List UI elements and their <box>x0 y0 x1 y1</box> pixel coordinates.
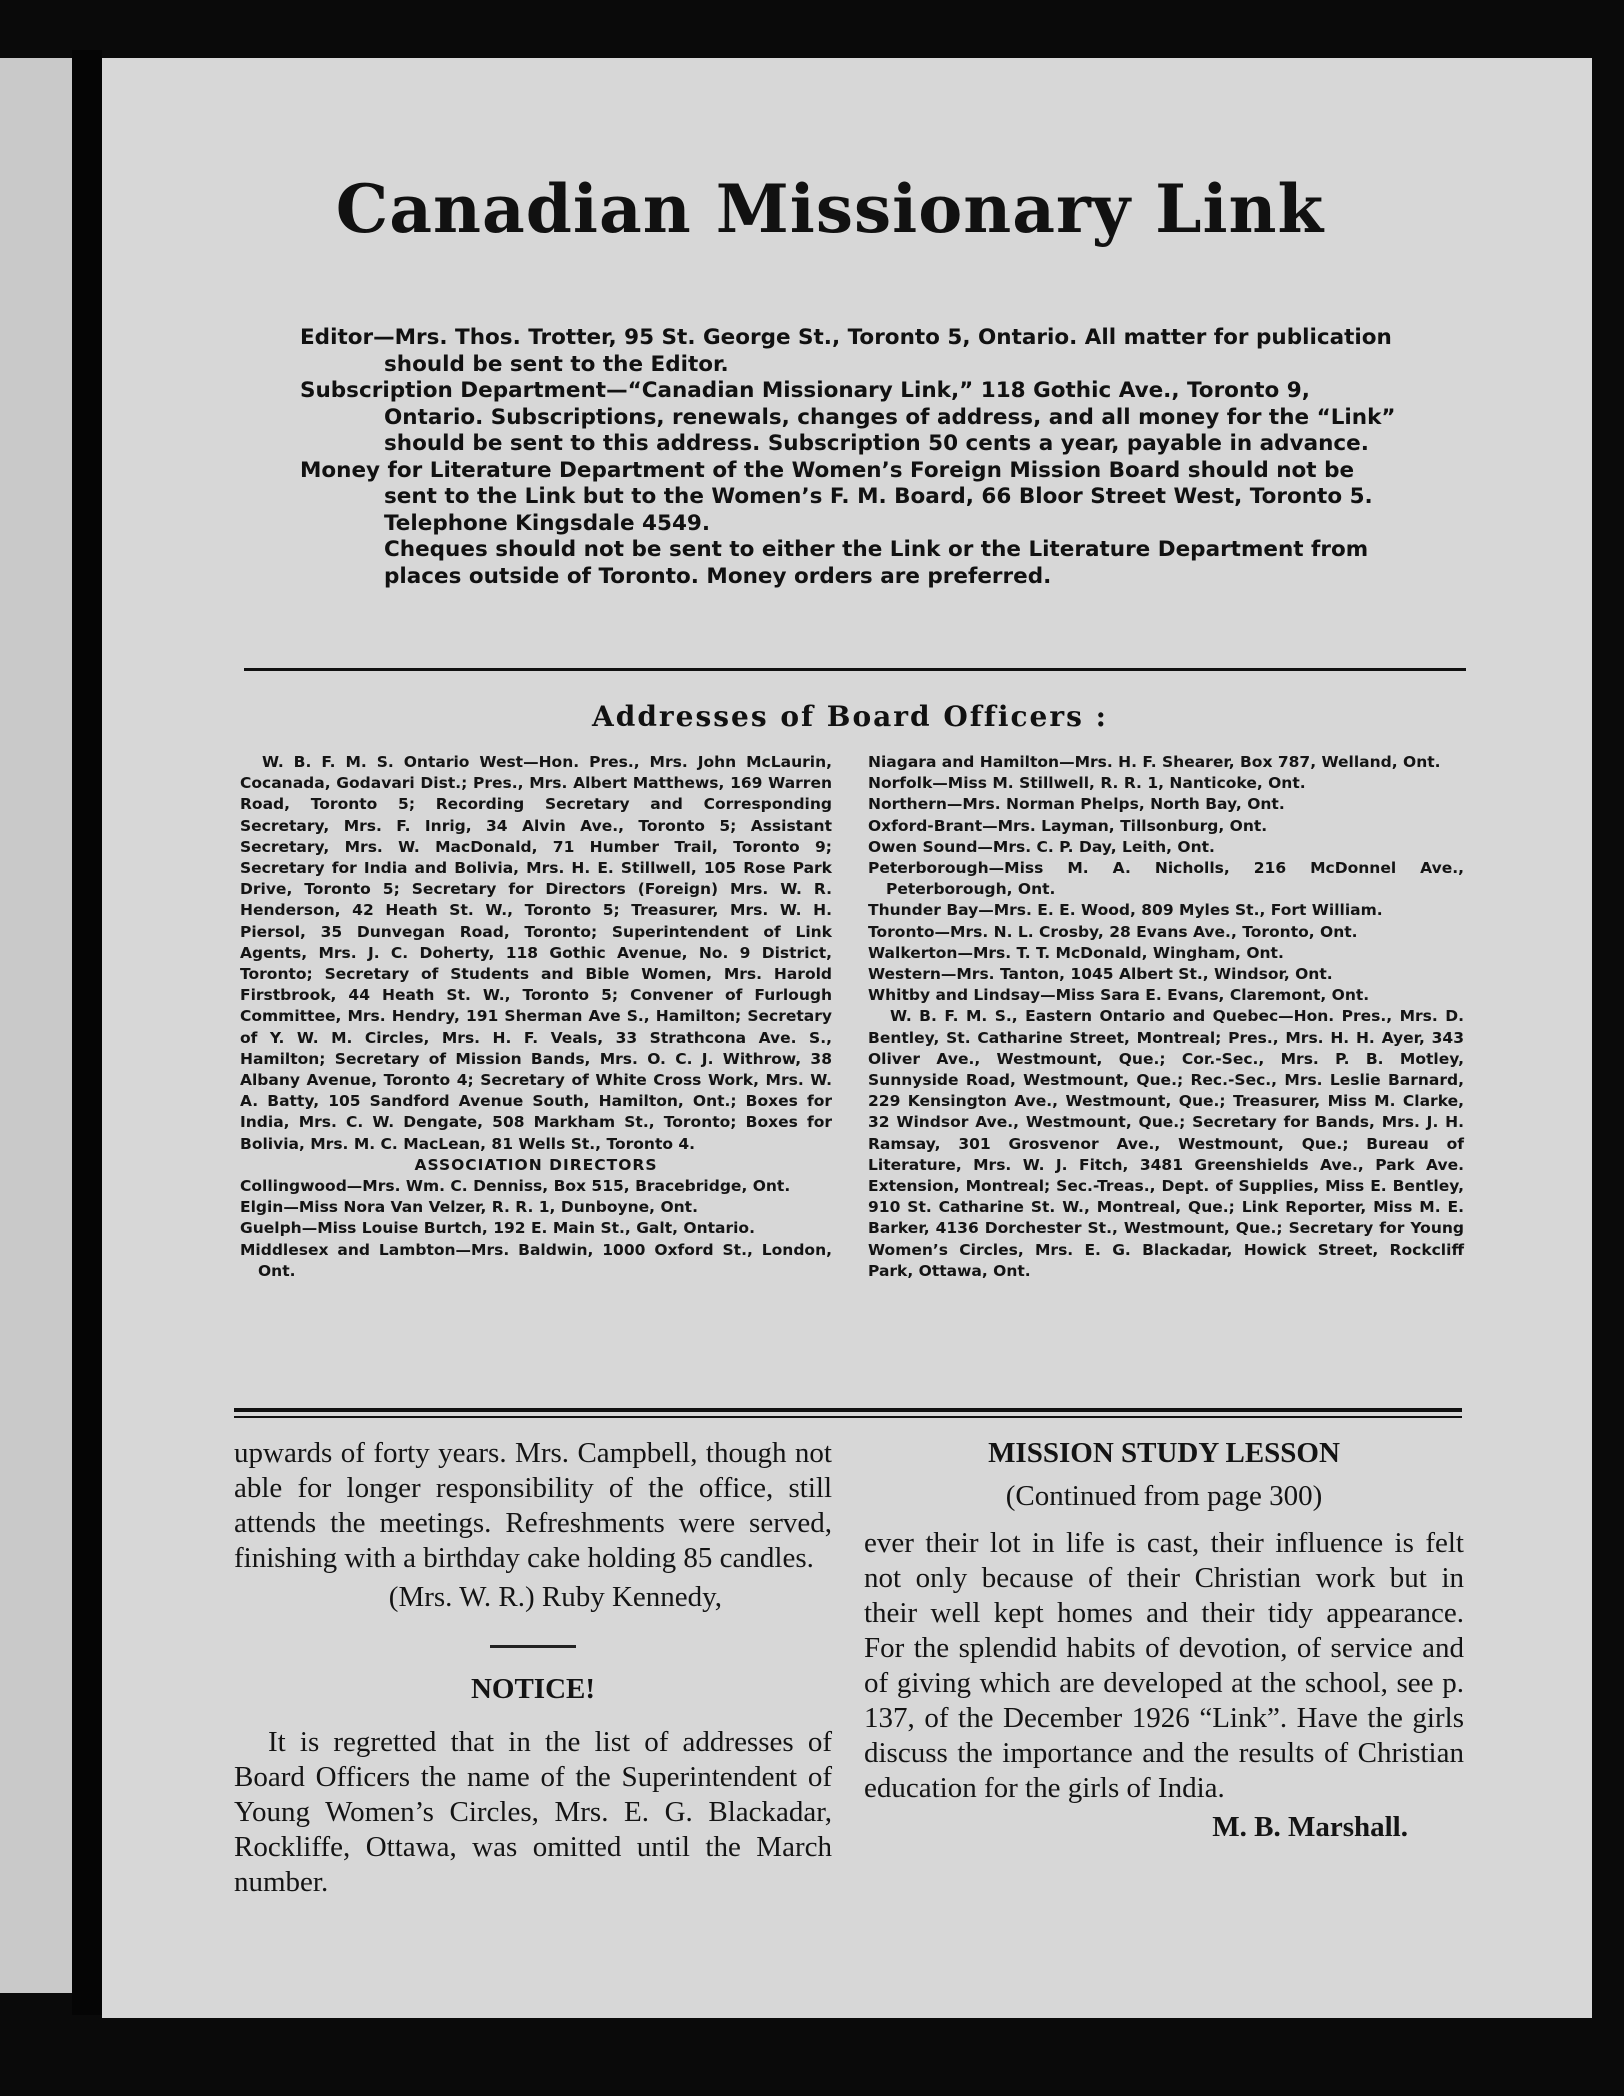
book-gutter <box>72 50 102 2015</box>
cheques-paragraph: Cheques should not be sent to either the Link or the Literature Department from places outside of Toronto. Money orders are preferred. <box>384 537 1369 589</box>
bottom-left-column <box>234 1436 832 1900</box>
section-divider <box>244 668 1466 671</box>
association-entry: Collingwood—Mrs. Wm. C. Denniss, Box 515, Bracebridge, Ont. <box>240 1177 791 1196</box>
notice-title: NOTICE! <box>470 1673 596 1705</box>
association-entry: Oxford-Brant—Mrs. Layman, Tillsonburg, Ont. <box>868 816 1268 835</box>
association-entry: Northern—Mrs. Norman Phelps, North Bay, Ont. <box>868 795 1285 814</box>
association-entry: Peterborough—Miss M. A. Nicholls, 216 McDonnel Ave., Peterborough, Ont. <box>868 859 1464 899</box>
association-entry: Whitby and Lindsay—Miss Sara E. Evans, Claremont, Ont. <box>868 986 1370 1005</box>
eastern-ontario-entry: W. B. F. M. S., Eastern Ontario and Quebec—Hon. Pres., Mrs. D. Bentley, St. Catharine Street, Montreal; Pres., Mrs. H. H. Ayer, 343 Oliver Ave., Westmount, Que.; Cor.-Sec., Mrs. P. B. Motley, Sunnyside Road, Westmount, Que.; Rec.-Sec., Mrs. Leslie Barnard, 229 Kensington Ave., Westmount, Que.; Treasurer, Miss M. Clarke, 32 Windsor Ave., Westmount, Que.; Secretary for Bands, Mrs. J. H. Ramsay, 301 Grosvenor Ave., Westmount, Que.; Bureau of Literature, Mrs. W. J. Fitch, 3481 Greenshields Ave., Park Ave. Extension, Montreal; Sec.-Treas., Dept. of Supplies, Miss E. Bentley, 910 St. Catharine St. W., Montreal, Que.; Link Reporter, Miss M. E. Barker, 4136 Dorchester St., Westmount, Que.; Secretary for Young Women’s Circles, Mrs. E. G. Blackadar, Howick Street, Rockcliff Park, Ottawa, Ont. <box>868 1007 1464 1280</box>
lesson-signature: M. B. Marshall. <box>1212 1811 1408 1843</box>
association-entry: Thunder Bay—Mrs. E. E. Wood, 809 Myles St., Fort William. <box>868 901 1383 920</box>
article-signature: (Mrs. W. R.) Ruby Kennedy, <box>388 1581 722 1613</box>
association-entry: Guelph—Miss Louise Burtch, 192 E. Main St., Galt, Ontario. <box>240 1219 755 1238</box>
money-paragraph: Money for Literature Department of the Women’s Foreign Mission Board should not be sent to the Link but to the Women’s F. M. Board, 66 Bloor Street West, Toronto 5. Telephone Kingsdale 4549. <box>300 457 1373 536</box>
association-entry: Norfolk—Miss M. Stillwell, R. R. 1, Nanticoke, Ont. <box>868 774 1306 793</box>
intro-block <box>300 325 1412 590</box>
short-divider <box>490 1645 576 1648</box>
notice-body: It is regretted that in the list of addresses of Board Officers the name of the Superintendent of Young Women’s Circles, Mrs. E. G. Blackadar, Rockliffe, Ottawa, was omitted until the March number. <box>234 1726 832 1898</box>
editor-paragraph: Editor—Mrs. Thos. Trotter, 95 St. George St., Toronto 5, Ontario. All matter for publication should be sent to the Editor. <box>300 325 1392 377</box>
lesson-body: ever their lot in life is cast, their influence is felt not only because of their Christian work but in their well kept homes and their tidy appearance. For the splendid habits of devotion, of service and of giving which are developed at the school, see p. 137, of the December 1926 “Link”. Have the girls discuss the importance and the results of Christian education for the girls of India. <box>864 1527 1464 1804</box>
association-entry: Middlesex and Lambton—Mrs. Baldwin, 1000 Oxford St., London, Ont. <box>240 1240 832 1280</box>
officers-left-column <box>240 752 832 1282</box>
association-entry: Walkerton—Mrs. T. T. McDonald, Wingham, Ont. <box>868 943 1284 962</box>
association-directors-heading: ASSOCIATION DIRECTORS <box>414 1155 658 1174</box>
lesson-title: MISSION STUDY LESSON <box>988 1437 1340 1469</box>
subscription-paragraph: Subscription Department—“Canadian Missionary Link,” 118 Gothic Ave., Toronto 9, Ontario. Subscriptions, renewals, changes of address, and all money for the “Link” should be sent to this address. Subscription 50 cents a year, payable in advance. <box>300 378 1396 456</box>
double-rule-top <box>234 1408 1462 1412</box>
masthead-title: Canadian Missionary Link <box>335 170 1325 248</box>
association-entry: Western—Mrs. Tanton, 1045 Albert St., Windsor, Ont. <box>868 965 1333 984</box>
ontario-west-entry: W. B. F. M. S. Ontario West—Hon. Pres., Mrs. John McLaurin, Cocanada, Godavari Dist.; Pres., Mrs. Albert Matthews, 169 Warren Road, Toronto 5; Recording Secretary and Corresponding Secretary, Mrs. F. Inrig, 34 Alvin Ave., Toronto 5; Assistant Secretary, Mrs. W. MacDonald, 71 Humber Trail, Toronto 9; Secretary for India and Bolivia, Mrs. H. E. Stillwell, 105 Rose Park Drive, Toronto 5; Secretary for Directors (Foreign) Mrs. W. R. Henderson, 42 Heath St. W., Toronto 5; Treasurer, Mrs. W. H. Piersol, 35 Dunvegan Road, Toronto; Superintendent of Link Agents, Mrs. J. C. Doherty, 118 Gothic Avenue, No. 9 District, Toronto; Secretary of Students and Bible Women, Mrs. Harold Firstbrook, 44 Heath St. W., Toronto 5; Convener of Furlough Committee, Mrs. Hendry, 191 Sherman Ave S., Hamilton; Secretary of Y. W. M. Circles, Mrs. H. F. Veals, 33 Strathcona Ave. S., Hamilton; Secretary of Mission Bands, Mrs. O. C. J. Withrow, 38 Albany Avenue, Toronto 4; Secretary of White Cross Work, Mrs. W. A. Batty, 105 Sandford Avenue South, Hamilton, Ont.; Boxes for India, Mrs. C. W. Dengate, 508 Markham St., Toronto; Boxes for Bolivia, Mrs. M. C. MacLean, 81 Wells St., Toronto 4. <box>240 753 832 1153</box>
officers-heading: Addresses of Board Officers : <box>592 700 1108 733</box>
lesson-subtitle: (Continued from page 300) <box>1005 1480 1323 1512</box>
association-entry: Elgin—Miss Nora Van Velzer, R. R. 1, Dunboyne, Ont. <box>240 1198 698 1217</box>
officers-right-column <box>868 752 1464 1282</box>
association-entry: Niagara and Hamilton—Mrs. H. F. Shearer, Box 787, Welland, Ont. <box>868 753 1441 771</box>
association-entry: Toronto—Mrs. N. L. Crosby, 28 Evans Ave., Toronto, Ont. <box>868 922 1358 941</box>
continued-article-text: upwards of forty years. Mrs. Campbell, though not able for longer responsibility of the office, still attends the meetings. Refreshments were served, finishing with a birthday cake holding 85 candles. <box>234 1437 832 1574</box>
double-rule-bottom <box>234 1416 1462 1418</box>
left-page-edge <box>0 58 72 1993</box>
bottom-right-column <box>864 1436 1464 1845</box>
association-entry: Owen Sound—Mrs. C. P. Day, Leith, Ont. <box>868 837 1215 856</box>
